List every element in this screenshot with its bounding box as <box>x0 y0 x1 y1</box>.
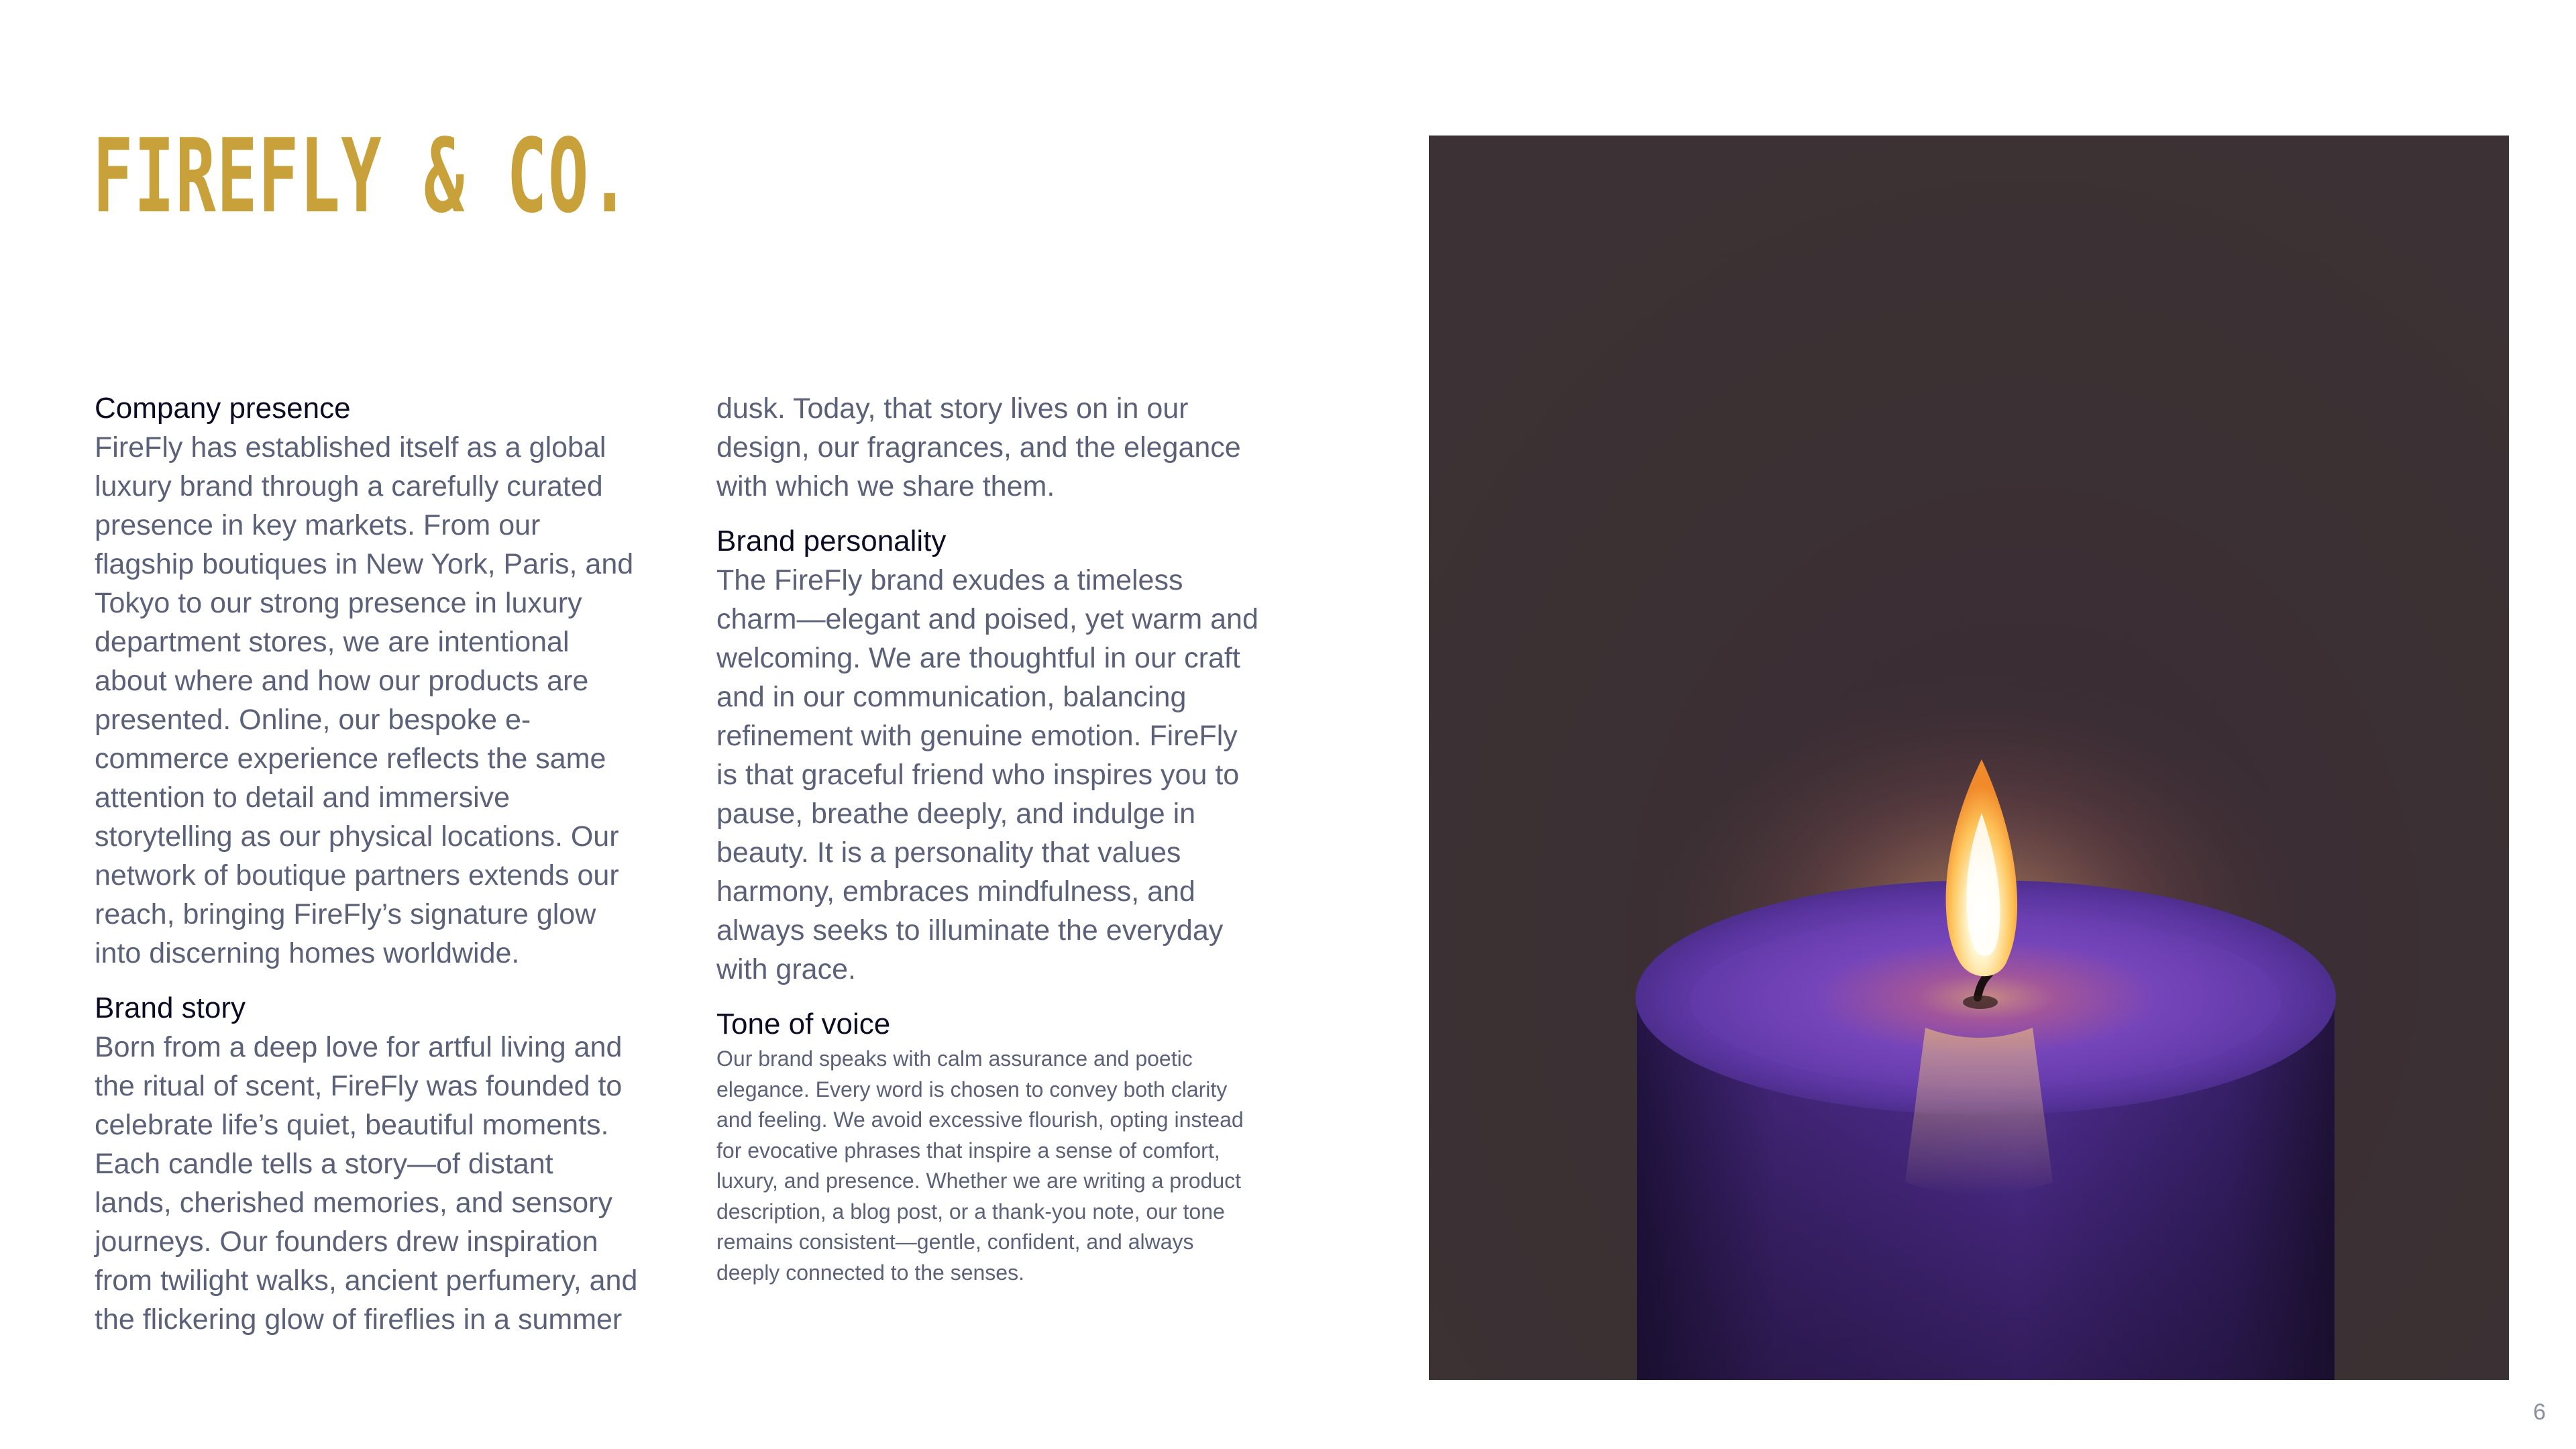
brand-personality-body: The FireFly brand exudes a timeless charm—elegant and poised, yet warm and welcoming. We are thoughtful in our craft and in our communication, balancing refinement with genuine emotion. FireFly is that graceful friend who inspires you to pause, breathe deeply, and indulge in beauty. It is a personality that values harmony, embraces mindfulness, and always seeks to illuminate the everyday with grace. <box>716 564 1258 985</box>
company-presence-heading: Company presence <box>95 392 351 425</box>
brand-story-body-continued: dusk. Today, that story lives on in our design, our fragrances, and the elegance with which we share them. <box>716 392 1241 502</box>
page-number: 6 <box>2533 1399 2546 1425</box>
text-column-middle <box>716 389 1260 1288</box>
candle-illustration <box>1429 136 2509 1380</box>
candle-photo <box>1429 136 2509 1380</box>
brand-logo: FIREFLY & CO. <box>93 117 631 235</box>
tone-of-voice-body: Our brand speaks with calm assurance and poetic elegance. Every word is chosen to convey both clarity and feeling. We avoid excessive flourish, opting instead for evocative phrases that inspire a sense of comfort, luxury, and presence. Whether we are writing a product description, a blog post, or a thank-you note, our tone remains consistent—gentle, confident, and always deeply connected to the senses. <box>716 1046 1244 1285</box>
brand-story-heading: Brand story <box>95 991 246 1024</box>
tone-of-voice-heading: Tone of voice <box>716 1008 891 1040</box>
company-presence-body: FireFly has established itself as a global luxury brand through a carefully curated presence in key markets. From our flagship boutiques in New York, Paris, and Tokyo to our strong presence in luxury department stores, we are intentional about where and how our products are presented. Online, our bespoke e-commerce experience reflects the same attention to detail and immersive storytelling as our physical locations. Our network of boutique partners extends our reach, bringing FireFly’s signature glow into discerning homes worldwide. <box>95 431 634 969</box>
text-column-left <box>95 389 638 1339</box>
brand-story-body: Born from a deep love for artful living and the ritual of scent, FireFly was founded to celebrate life’s quiet, beautiful moments. Each candle tells a story—of distant lands, cherished memories, and sensory journeys. Our founders drew inspiration from twilight walks, ancient perfumery, and the flickering glow of fireflies in a summer <box>95 1031 638 1336</box>
brand-personality-heading: Brand personality <box>716 525 947 557</box>
